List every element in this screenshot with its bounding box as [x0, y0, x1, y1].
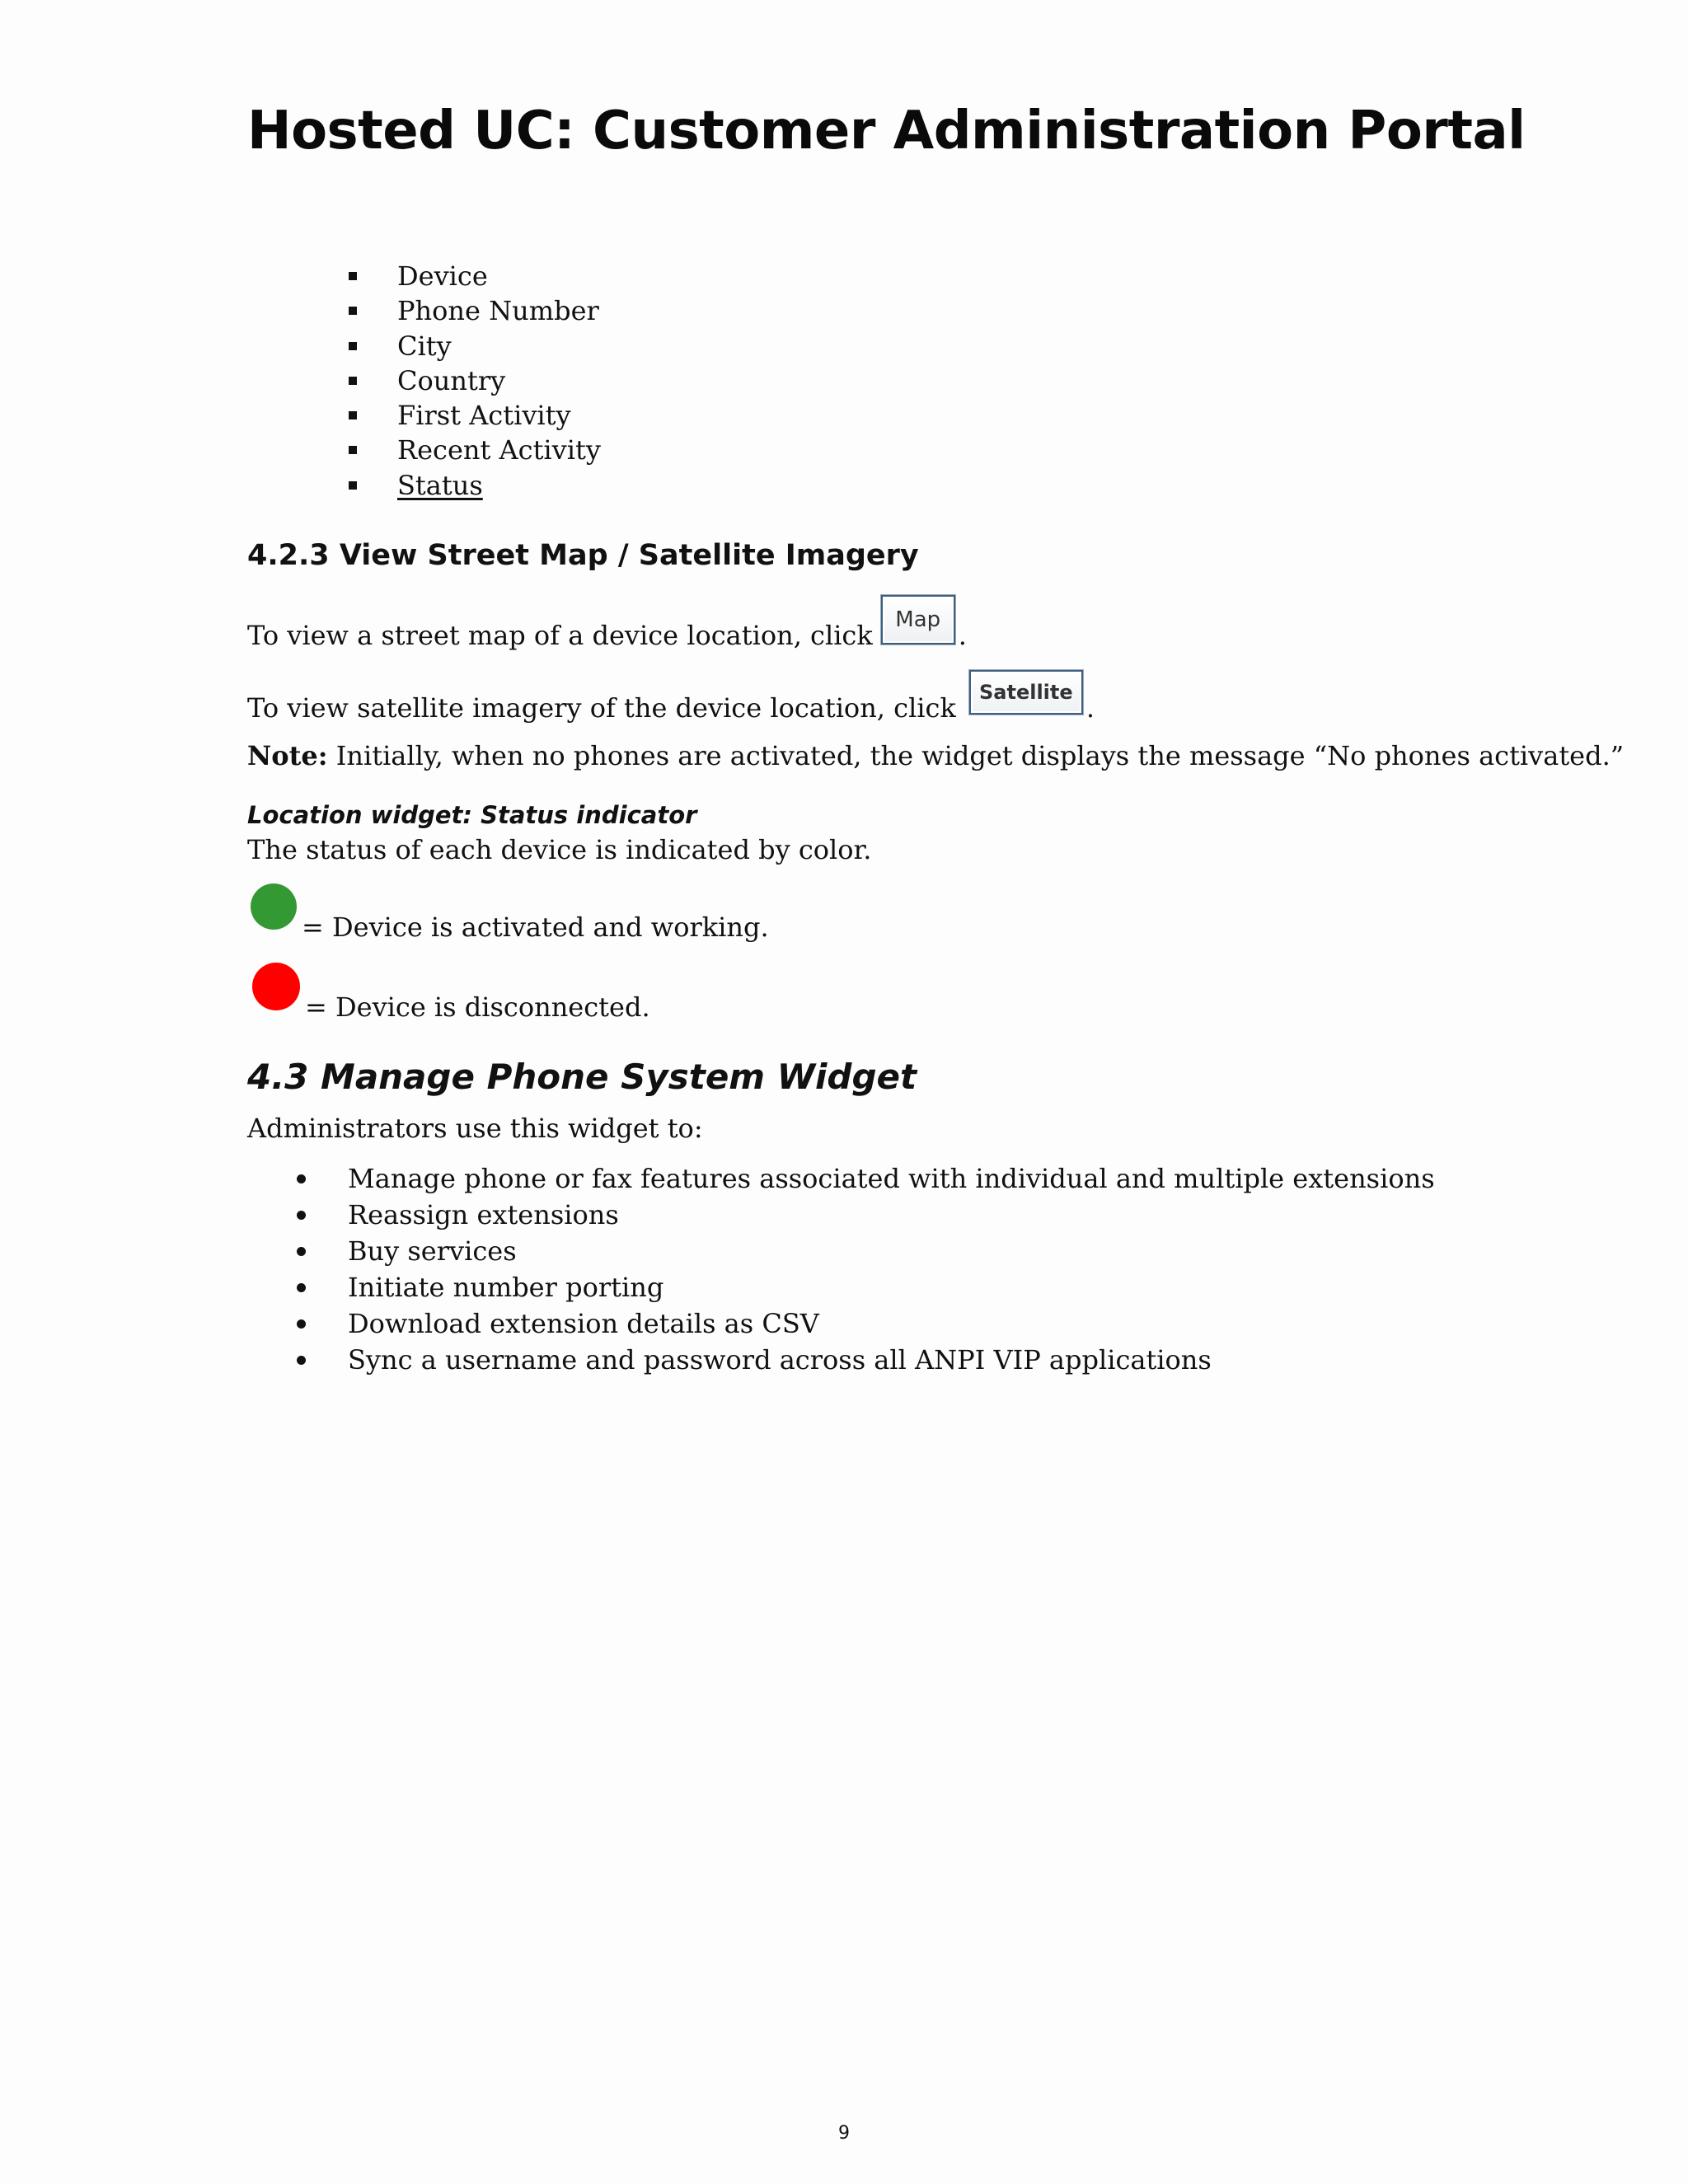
- satellite-button[interactable]: Satellite: [969, 670, 1083, 715]
- list-item: Buy services: [297, 1233, 1435, 1269]
- list-item: City: [346, 329, 601, 363]
- page-number: 9: [838, 2123, 850, 2144]
- list-item: First Activity: [346, 398, 601, 433]
- note-paragraph: [247, 740, 1624, 771]
- widget-uses-list: [297, 1160, 1435, 1378]
- list-item: Manage phone or fax features associated with individual and multiple extensions: [297, 1160, 1435, 1197]
- list-item: Reassign extensions: [297, 1197, 1435, 1233]
- period: .: [1085, 692, 1095, 724]
- satellite-instruction-text: To view satellite imagery of the device location, click: [247, 692, 956, 724]
- green-status-dot-icon: [251, 883, 297, 930]
- note-label: Note:: [247, 740, 328, 771]
- legend-disconnected: = Device is disconnected.: [305, 991, 650, 1023]
- satellite-instruction: [247, 680, 1095, 724]
- red-status-dot-icon: [252, 963, 300, 1010]
- section-intro: Administrators use this widget to:: [247, 1113, 703, 1144]
- status-link-text: Status: [397, 469, 483, 501]
- list-item: Recent Activity: [346, 433, 601, 467]
- list-item: Initiate number porting: [297, 1269, 1435, 1305]
- legend-activated: = Device is activated and working.: [302, 912, 769, 943]
- list-item: Download extension details as CSV: [297, 1305, 1435, 1342]
- document-title: Hosted UC: Customer Administration Portal: [247, 101, 1526, 162]
- map-button[interactable]: Map: [881, 595, 955, 644]
- list-item: [346, 468, 601, 503]
- list-item: Country: [346, 363, 601, 398]
- figure-caption: Location widget: Status indicator: [247, 801, 697, 829]
- column-list: [346, 259, 601, 503]
- list-item: Sync a username and password across all ANPI VIP applications: [297, 1342, 1435, 1378]
- map-instruction: [247, 607, 967, 651]
- list-item: Phone Number: [346, 293, 601, 328]
- map-instruction-text: To view a street map of a device location, click: [247, 620, 873, 651]
- note-text: Initially, when no phones are activated, the widget displays the message “No phones activated.”: [335, 740, 1625, 771]
- period: .: [958, 620, 967, 651]
- section-heading-423: 4.2.3 View Street Map / Satellite Imagery: [247, 539, 919, 572]
- status-description: The status of each device is indicated by color.: [247, 834, 872, 865]
- list-item: Device: [346, 259, 601, 293]
- section-heading-43: 4.3 Manage Phone System Widget: [247, 1057, 917, 1097]
